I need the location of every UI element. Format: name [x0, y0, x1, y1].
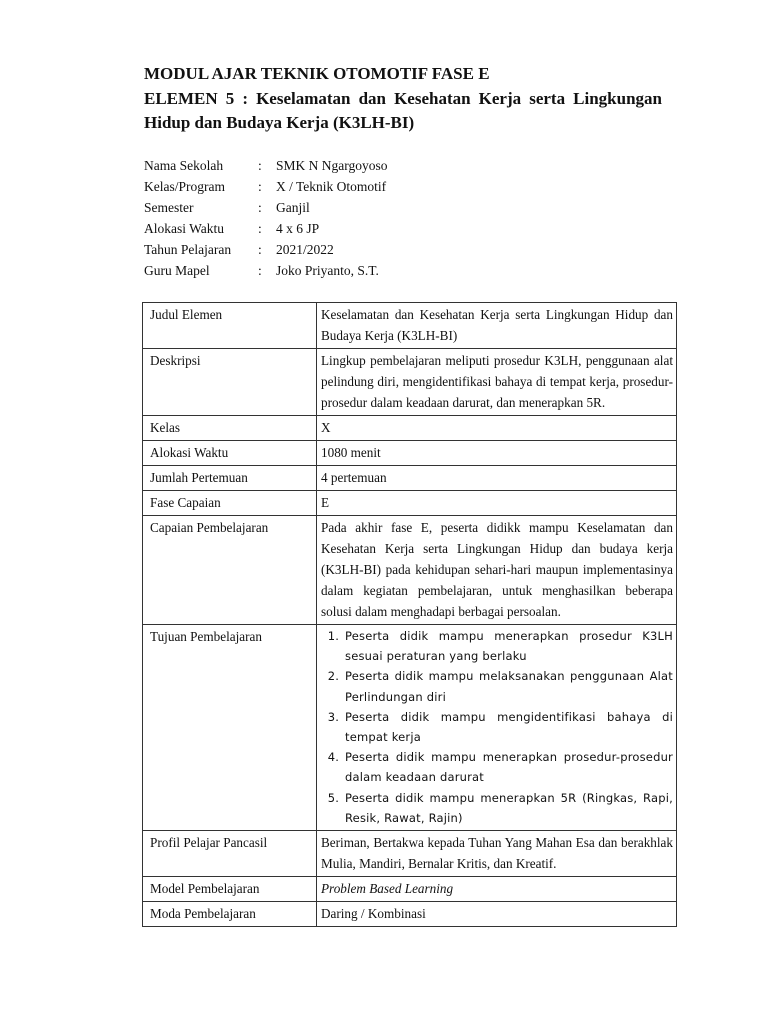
info-value: 2021/2022 [276, 242, 334, 257]
table-row-tujuan-pembelajaran [143, 625, 677, 831]
list-item: 5. Peserta didik mampu menerapkan 5R (Ringkas, Rapi, Resik, Rawat, Rajin) [343, 788, 673, 828]
info-separator: : [258, 242, 262, 257]
info-separator: : [258, 158, 262, 173]
info-value: Joko Priyanto, S.T. [276, 263, 379, 278]
info-separator: : [258, 263, 262, 278]
table-row-moda-pembelajaran [143, 902, 677, 927]
info-separator: : [258, 200, 262, 215]
table-row-model-pembelajaran [143, 877, 677, 902]
row-value: Lingkup pembelajaran meliputi prosedur K3LH, penggunaan alat pelindung diri, mengidentifikasi bahaya di tempat kerja, prosedur-prosedur dalam keadaan darurat, dan menerapkan 5R. [317, 349, 677, 416]
table-row-judul-elemen [143, 303, 677, 349]
info-separator: : [258, 179, 262, 194]
row-value: Daring / Kombinasi [317, 902, 677, 927]
document-title: MODUL AJAR TEKNIK OTOMOTIF FASE E [144, 64, 490, 83]
row-value: Keselamatan dan Kesehatan Kerja serta Lingkungan Hidup dan Budaya Kerja (K3LH-BI) [317, 303, 677, 349]
row-value: Beriman, Bertakwa kepada Tuhan Yang Mahan Esa dan berakhlak Mulia, Mandiri, Bernalar Kritis, dan Kreatif. [317, 831, 677, 877]
row-value [317, 625, 677, 831]
row-label: Alokasi Waktu [143, 441, 317, 466]
info-label: Tahun Pelajaran [144, 242, 232, 257]
info-value: Ganjil [276, 200, 310, 215]
learning-objectives-list [321, 626, 673, 828]
table-row-fase-capaian [143, 491, 677, 516]
info-label: Nama Sekolah [144, 158, 224, 173]
info-value: X / Teknik Otomotif [276, 179, 387, 194]
row-label: Fase Capaian [143, 491, 317, 516]
element-title-continued: Hidup dan Budaya Kerja (K3LH-BI) [144, 113, 415, 132]
list-item: 3. Peserta didik mampu mengidentifikasi bahaya di tempat kerja [343, 707, 673, 747]
table-row-kelas [143, 416, 677, 441]
row-label: Model Pembelajaran [143, 877, 317, 902]
list-item: 4. Peserta didik mampu menerapkan prosedur-prosedur dalam keadaan darurat [343, 747, 673, 787]
list-item: 1. Peserta didik mampu menerapkan prosedur K3LH sesuai peraturan yang berlaku [343, 626, 673, 666]
info-value: SMK N Ngargoyoso [276, 158, 388, 173]
info-label: Guru Mapel [144, 263, 210, 278]
info-label: Semester [144, 200, 194, 215]
info-label: Alokasi Waktu [144, 221, 225, 236]
row-label: Deskripsi [143, 349, 317, 416]
row-label: Judul Elemen [143, 303, 317, 349]
row-label: Capaian Pembelajaran [143, 516, 317, 625]
row-value: E [317, 491, 677, 516]
row-label: Moda Pembelajaran [143, 902, 317, 927]
row-label: Kelas [143, 416, 317, 441]
table-row-capaian-pembelajaran [143, 516, 677, 625]
row-value: Pada akhir fase E, peserta didikk mampu Keselamatan dan Kesehatan Kerja serta Lingkungan Hidup dan budaya kerja (K3LH-BI) pada kehidupan sehari-hari maupun implementasinya dalam kegiatan pembelajaran, untuk menghasilkan beberapa solusi dalam menghadapi berbagai persoalan. [317, 516, 677, 625]
table-row-jumlah-pertemuan [143, 466, 677, 491]
info-label: Kelas/Program [144, 179, 225, 194]
row-value: 1080 menit [317, 441, 677, 466]
row-label: Jumlah Pertemuan [143, 466, 317, 491]
row-value: 4 pertemuan [317, 466, 677, 491]
row-label: Profil Pelajar Pancasil [143, 831, 317, 877]
element-title: ELEMEN 5 : Keselamatan dan Kesehatan Kerja serta Lingkungan [144, 89, 662, 108]
list-item: 2. Peserta didik mampu melaksanakan penggunaan Alat Perlindungan diri [343, 666, 673, 706]
table-row-profil-pelajar [143, 831, 677, 877]
table-row-alokasi-waktu [143, 441, 677, 466]
row-value: Problem Based Learning [317, 877, 677, 902]
module-table [142, 302, 677, 927]
table-row-deskripsi [143, 349, 677, 416]
row-value: X [317, 416, 677, 441]
info-separator: : [258, 221, 262, 236]
row-label: Tujuan Pembelajaran [143, 625, 317, 831]
info-value: 4 x 6 JP [276, 221, 320, 236]
